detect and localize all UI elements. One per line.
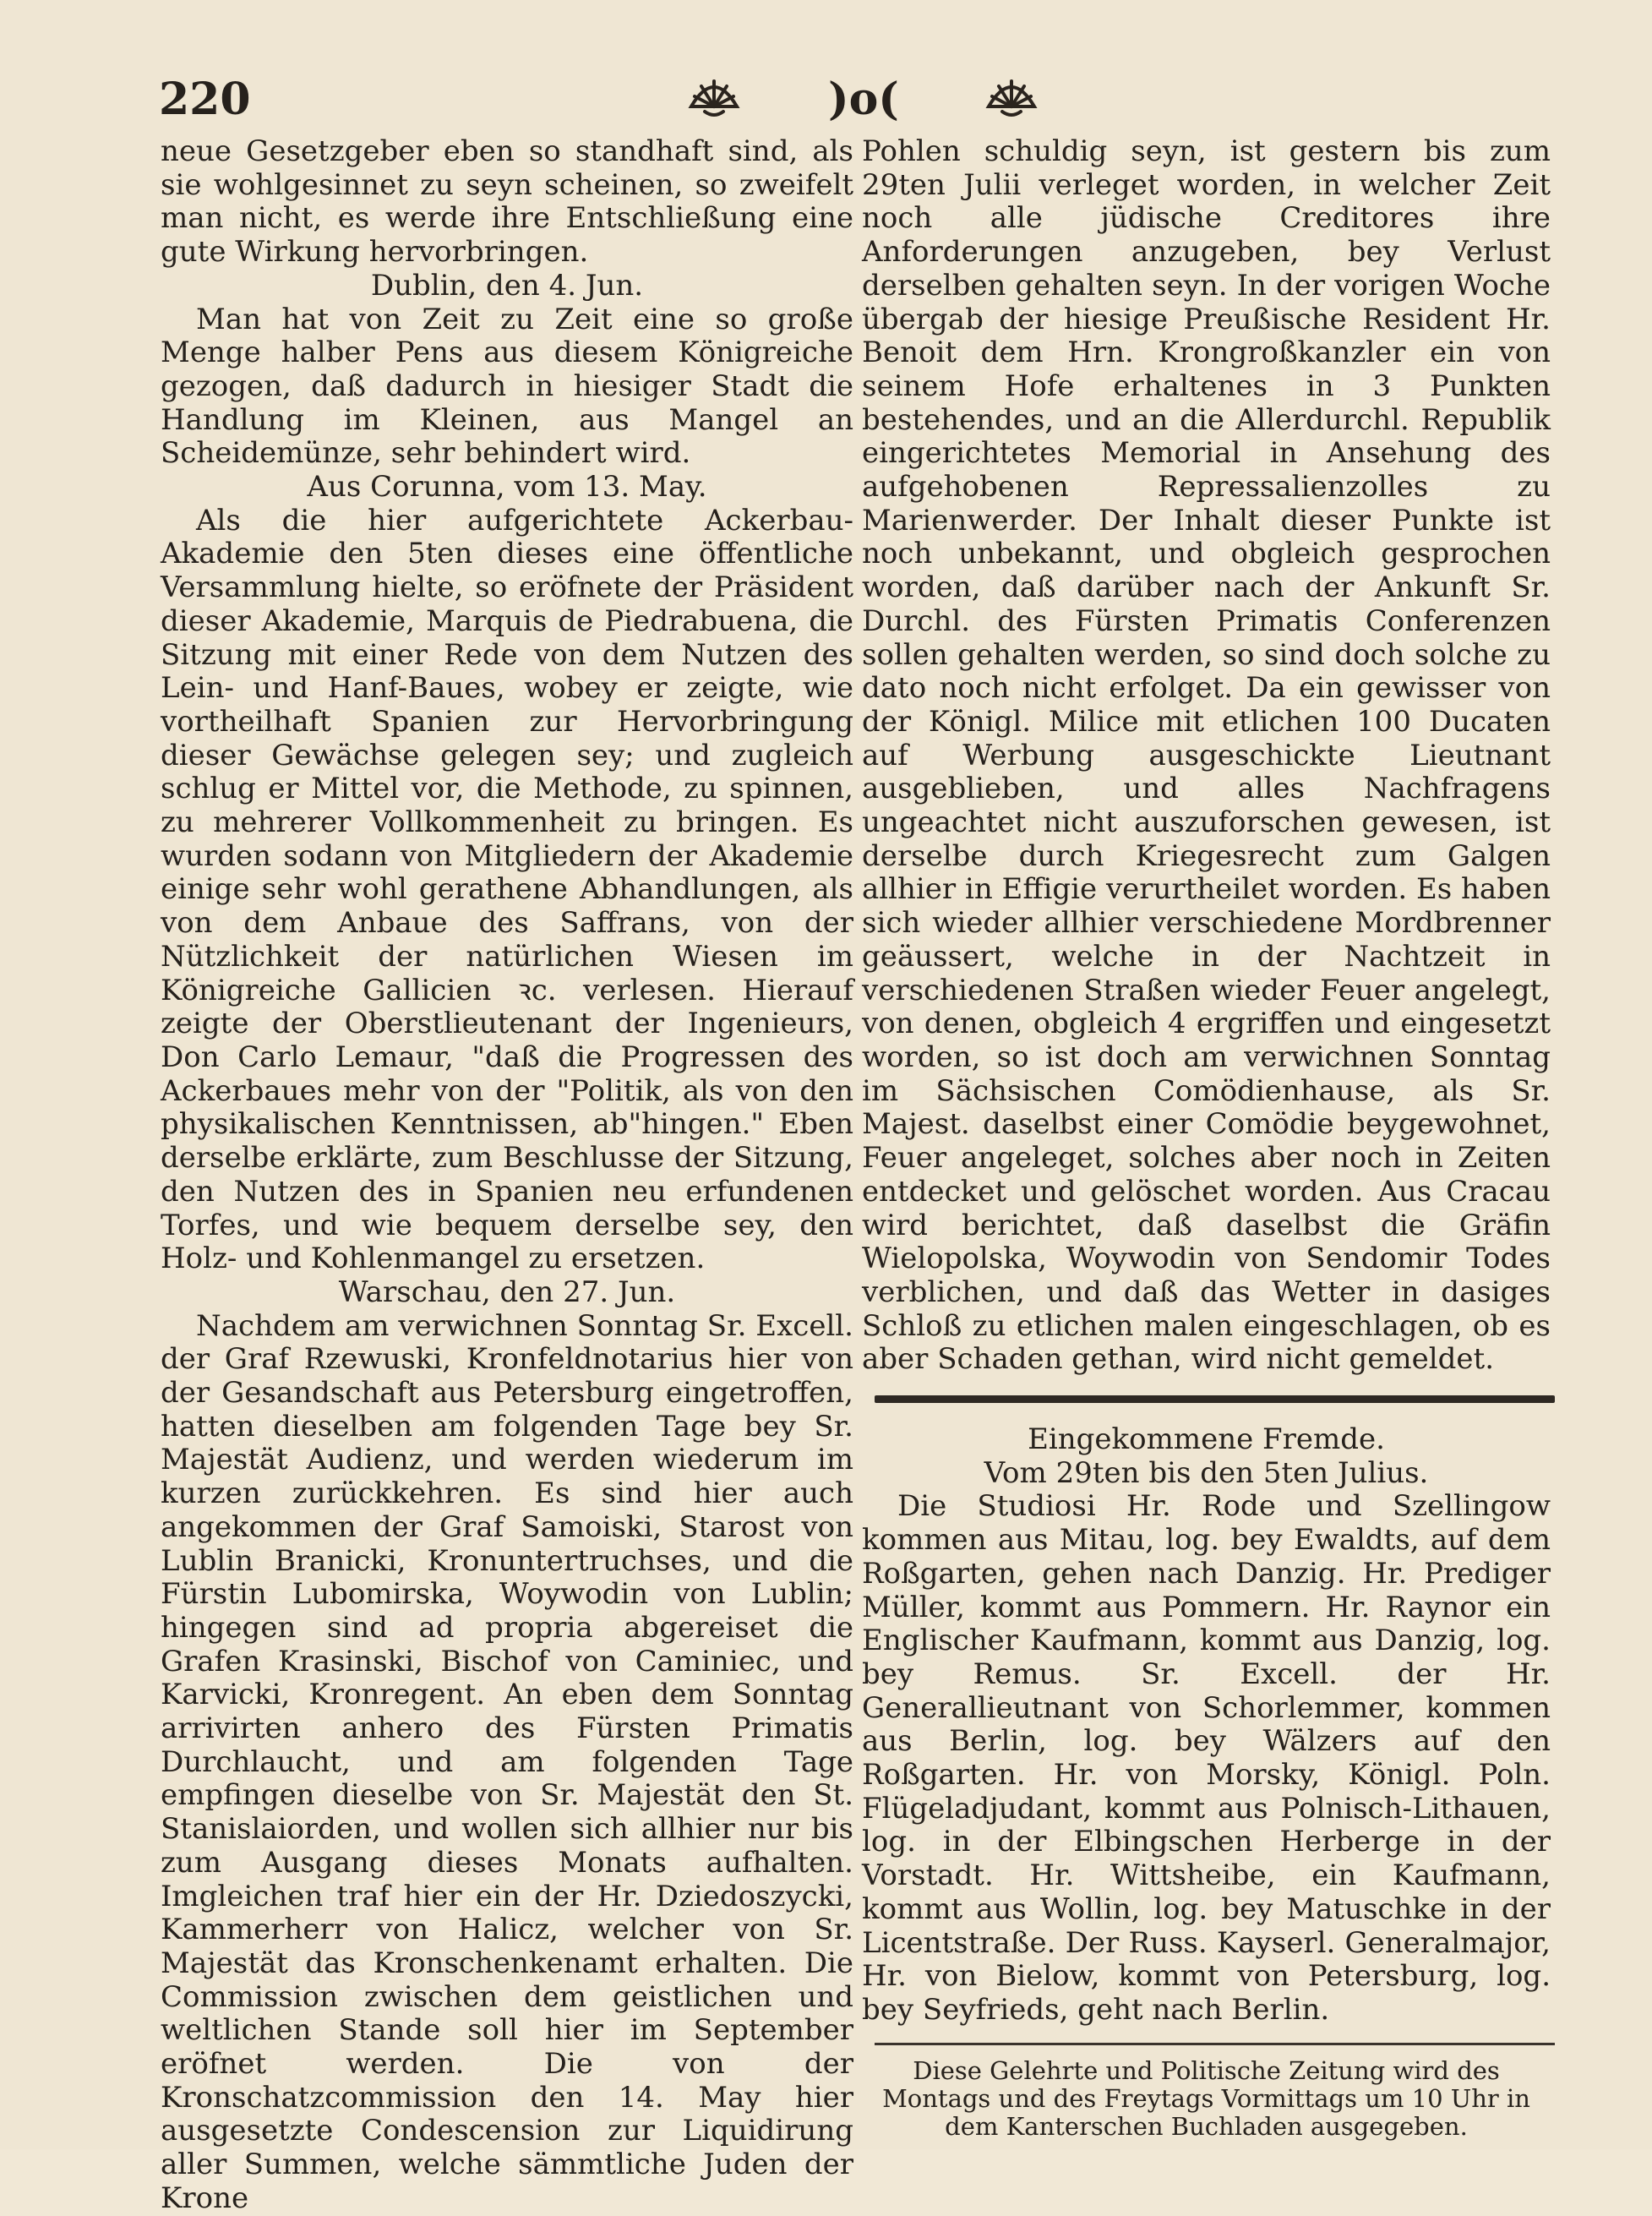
shell-ornament-icon <box>982 73 1041 120</box>
imprint-notice: Diese Gelehrte und Politische Zeitung wird des Montags und des Freytags Vormittags um 10 Uhr in dem Kanterschen Buchladen ausgegeben. <box>882 2055 1530 2141</box>
right-column <box>862 135 1551 2141</box>
paragraph-fremde: Die Studiosi Hr. Rode und Szellingow kommen aus Mitau, log. bey Ewaldts, auf dem Roßgarten, gehen nach Danzig. Hr. Prediger Müller, kommt aus Pommern. Hr. Raynor ein Englischer Kaufmann, kommt aus Danzig, log. bey Remus. Sr. Excell. der Hr. Generallieutnant von Schorlemmer, kommen aus Berlin, log. bey Wälzers auf den Roßgarten. Hr. von Morsky, Königl. Poln. Flügeladjudant, kommt aus Polnisch-Lithauen, log. in der Elbingschen Herberge in der Vorstadt. Hr. Wittsheibe, ein Kaufmann, kommt aus Wollin, log. bey Matuschke in der Licentstraße. Der Russ. Kayserl. Generalmajor, Hr. von Bielow, kommt von Petersburg, log. bey Seyfrieds, geht nach Berlin. <box>862 1489 1551 2027</box>
page-number: 220 <box>159 74 251 125</box>
paragraph-warschau: Nachdem am verwichnen Sonntag Sr. Excell. der Graf Rzewuski, Kronfeldnotarius hier von der Gesandschaft aus Petersburg eingetroffen, hatten dieselben am folgenden Tage bey Sr. Majestät Audienz, und werden wiederum im kurzen zurückkehren. Es sind hier auch angekommen der Graf Samoiski, Starost von Lublin Branicki, Kronuntertruchses, und die Fürstin Lubomirska, Woywodin von Lublin; hingegen sind ad propria abgereiset die Grafen Krasinski, Bischof von Caminiec, und Karvicki, Kronregent. An eben dem Sonntag arrivirten anhero des Fürsten Primatis Durchlaucht, und am folgenden Tage empfingen dieselbe von Sr. Majestät den St. Stanislaiorden, und wollen sich allhier nur bis zum Ausgang dieses Monats aufhalten. Imgleichen traf hier ein der Hr. Dziedoszycki, Kammerherr von Halicz, welcher von Sr. Majestät das Kronschenkenamt erhalten. Die Commission zwischen dem geistlichen und weltlichen Stande soll hier im September eröfnet werden. Die von der Kronschatzcommission den 14. May hier ausgesetzte Condescension zur Liquidirung aller Summen, welche sämmtliche Juden der Krone <box>161 1308 853 2215</box>
dateline-dublin: Dublin, den 4. Jun. <box>370 268 644 303</box>
footer-divider <box>875 2043 1555 2045</box>
dateline-warschau: Warschau, den 27. Jun. <box>338 1274 676 1309</box>
subheading-dates: Vom 29ten bis den 5ten Julius. <box>984 1455 1429 1490</box>
left-column <box>161 135 853 2216</box>
dateline-corunna: Aus Corunna, vom 13. May. <box>307 470 707 505</box>
section-divider <box>875 1395 1555 1403</box>
shell-ornament-icon <box>684 73 744 120</box>
paragraph-continued: neue Gesetzgeber eben so standhaft sind, als sie wohlgesinnet zu seyn scheinen, so zweifelt man nicht, es werde ihre Entschließung eine gute Wirkung hervorbringen. <box>161 134 853 270</box>
heading-fremde: Eingekommene Fremde. <box>1028 1422 1385 1457</box>
center-ornament: )o( <box>828 74 899 125</box>
paragraph-corunna: Als die hier aufgerichtete Ackerbau-Akademie den 5ten dieses eine öffentliche Versammlung hielte, so eröfnete der Präsident dieser Akademie, Marquis de Piedrabuena, die Sitzung mit einer Rede von dem Nutzen des Lein- und Hanf-Baues, wobey er zeigte, wie vortheilhaft Spanien zur Hervorbringung dieser Gewächse gelegen sey; und zugleich schlug er Mittel vor, die Methode, zu spinnen, zu mehrerer Vollkommenheit zu bringen. Es wurden sodann von Mitgliedern der Akademie einige sehr wohl gerathene Abhandlungen, als von dem Anbaue des Saffrans, von der Nützlichkeit der natürlichen Wiesen im Königreiche Gallicien ꝛc. verlesen. Hierauf zeigte der Oberstlieutenant der Ingenieurs, Don Carlo Lemaur, "daß die Progressen des Ackerbaues mehr von der "Politik, als von den physikalischen Kenntnissen, ab"hingen." Eben derselbe erklärte, zum Beschlusse der Sitzung, den Nutzen des in Spanien neu erfundenen Torfes, und wie bequem derselbe sey, den Holz- und Kohlenmangel zu ersetzen. <box>161 503 853 1276</box>
paragraph-warschau-continued: Pohlen schuldig seyn, ist gestern bis zum 29ten Julii verleget worden, in welcher Zeit noch alle jüdische Creditores ihre Anforderungen anzugeben, bey Verlust derselben gehalten seyn. In der vorigen Woche übergab der hiesige Preußische Resident Hr. Benoit dem Hrn. Krongroßkanzler ein von seinem Hofe erhaltenes in 3 Punkten bestehendes, und an die Allerdurchl. Republik eingerichtetes Memorial in Ansehung des aufgehobenen Repressalienzolles zu Marienwerder. Der Inhalt dieser Punkte ist noch unbekannt, und obgleich gesprochen worden, daß darüber nach der Ankunft Sr. Durchl. des Fürsten Primatis Conferenzen sollen gehalten werden, so sind doch solche zu dato noch nicht erfolget. Da ein gewisser von der Königl. Milice mit etlichen 100 Ducaten auf Werbung ausgeschickte Lieutnant ausgeblieben, und alles Nachfragens ungeachtet nicht auszuforschen gewesen, ist derselbe durch Kriegesrecht zum Galgen allhier in Effigie verurtheilet worden. Es haben sich wieder allhier verschiedene Mordbrenner geäussert, welche in der Nachtzeit in verschiedenen Straßen wieder Feuer angelegt, von denen, obgleich 4 ergriffen und eingesetzt worden, so ist doch am verwichnen Sonntag im Sächsischen Comödienhause, als Sr. Majest. daselbst einer Comödie beygewohnet, Feuer angeleget, solches aber noch in Zeiten entdecket und gelöschet worden. Aus Cracau wird berichtet, daß daselbst die Gräfin Wielopolska, Woywodin von Sendomir Todes verblichen, und daß das Wetter in dasiges Schloß zu etlichen malen eingeschlagen, ob es aber Schaden gethan, wird nicht gemeldet. <box>862 134 1551 1377</box>
paragraph-dublin: Man hat von Zeit zu Zeit eine so große Menge halber Pens aus diesem Königreiche gezogen, daß dadurch in hiesiger Stadt die Handlung im Kleinen, aus Mangel an Scheidemünze, sehr behindert wird. <box>161 302 853 471</box>
